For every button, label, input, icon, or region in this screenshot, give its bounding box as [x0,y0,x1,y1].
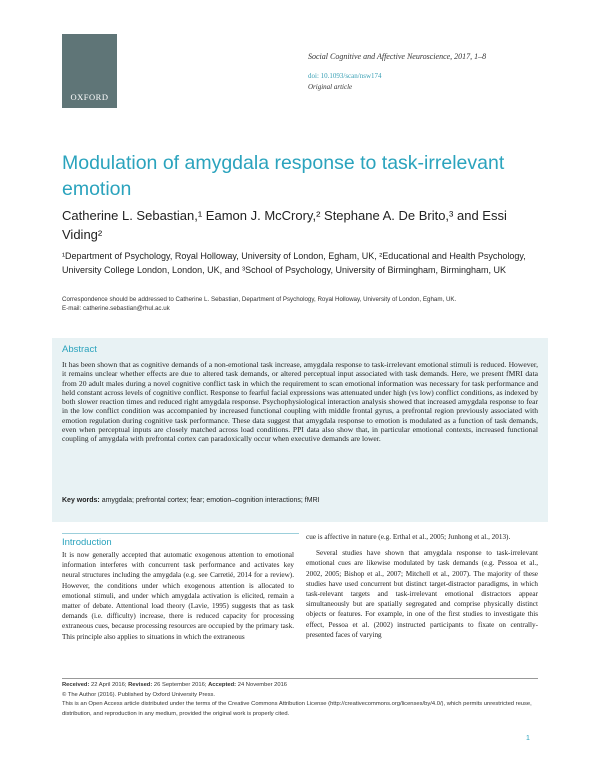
abstract-text: It has been shown that as cognitive demands of a non-emotional task increase, amygdala response to task-irrelevant emotional stimuli is reduced. However, it remains unclear whether effects are due to altered task demands, or altered perceptual input associated with task demands. Here, we present fMRI data from 20 adult males during a novel cognitive conflict task in which the requirement to scan emotional information was necessary for task performance and held constant across levels of cognitive conflict. Response to fearful facial expressions was attenuated under high (vs low) conflict conditions, as indexed by both slower reaction times and reduced right amygdala response. Psychophysiological interaction analysis showed that increased amygdala response to fear in the low conflict condition was accompanied by increased functional coupling with middle frontal gyrus, a prefrontal region previously associated with emotion regulation during cognitive task performance. These data suggest that amygdala response to emotion is modulated as a function of task demands, even when perceptual inputs are closely matched across load conditions. PPI data also show that, in particular emotional contexts, increased functional coupling of amygdala with prefrontal cortex can paradoxically occur when executive demands are lower. [62,360,538,444]
keywords-label: Key words: [62,497,100,504]
article-history-footnote [62,681,538,719]
publisher-logo-text: OXFORD [70,92,109,102]
introduction-heading: Introduction [62,537,112,548]
correspondence [62,295,542,313]
license-text: This is an Open Access article distributed under the terms of the Creative Commons Attribution License (http://creativecommons.org/licenses/by/4.0/), which permits unrestricted reuse, distribution, and reproduction in any medium, provided the original work is properly cited. [62,701,532,717]
abstract-heading: Abstract [62,344,97,355]
footnote-divider [62,678,538,679]
received-label: Received: [62,682,90,688]
correspondence-address: Correspondence should be addressed to Catherine L. Sebastian, Department of Psychology, Royal Holloway, University of London, Egham, UK. [62,296,457,303]
body-column-left [62,550,294,642]
doi-link[interactable]: doi: 10.1093/scan/nsw174 [308,72,382,80]
accepted-date: 24 November 2016 [237,682,288,688]
article-type: Original article [308,83,353,91]
body-paragraph: Several studies have shown that amygdala response to task-irrelevant emotional cues are likewise modulated by task demands (e.g. Pessoa et al., 2002, 2005; Bishop et al., 2007; Mitchell et al., 2007). The majority of these studies have used concurrent but distinct target-distractor paradigms, in which task-relevant targets and task-irrelevant emotional distractors appear simultaneously but are spatially segregated and comprise physically distinct objects or features. For example, in one of the first studies to investigate this effect, Pessoa et al. (2002) instructed participants to fixate on centrally-presented faces of varying [306,549,538,639]
accepted-label: Accepted: [208,682,237,688]
page-number: 1 [526,735,530,742]
copyright-line: © The Author (2016). Published by Oxford University Press. [62,691,216,698]
body-paragraph: cue is affective in nature (e.g. Erthal et al., 2005; Junhong et al., 2013). [306,533,511,541]
revised-date: 26 September 2016; [153,682,207,688]
publisher-logo [62,34,117,108]
affiliations: ¹Department of Psychology, Royal Holloway, University of London, Egham, UK, ²Educational and Health Psychology, University College London, London, UK, and ³School of Psychology, University of Birmingham, Birmingham, UK [62,251,526,275]
history-dates [62,681,538,691]
section-divider [62,533,299,534]
correspondence-email[interactable]: E-mail: catherine.sebastian@rhul.ac.uk [62,305,170,312]
revised-label: Revised: [128,682,153,688]
journal-citation: Social Cognitive and Affective Neuroscience, 2017, 1–8 [308,52,487,61]
body-paragraph: It is now generally accepted that automatic exogenous attention to emotional information interferes with concurrent task performance and activates key neural structures including the amygdala (e.g. see Carretié, 2014 for a review). However, the conditions under which exogenous attention is allocated to emotional stimuli, and under which amygdala activation is elicited, remain a matter of debate. Attentional load theory (Lavie, 1995) suggests that as task demands (i.e. difficulty) increase, there is reduced capacity for processing extraneous cues, because processing resources are occupied by the primary task. This principle also applies to situations in which the extraneous [62,551,294,641]
body-column-right [306,532,538,640]
article-title: Modulation of amygdala response to task-irrelevant emotion [62,152,505,200]
keywords-list: amygdala; prefrontal cortex; fear; emotion–cognition interactions; fMRI [101,497,320,504]
keywords [62,497,538,504]
received-date: 22 April 2016; [91,682,127,688]
author-list: Catherine L. Sebastian,¹ Eamon J. McCrory,² Stephane A. De Brito,³ and Essi Viding² [62,208,507,242]
